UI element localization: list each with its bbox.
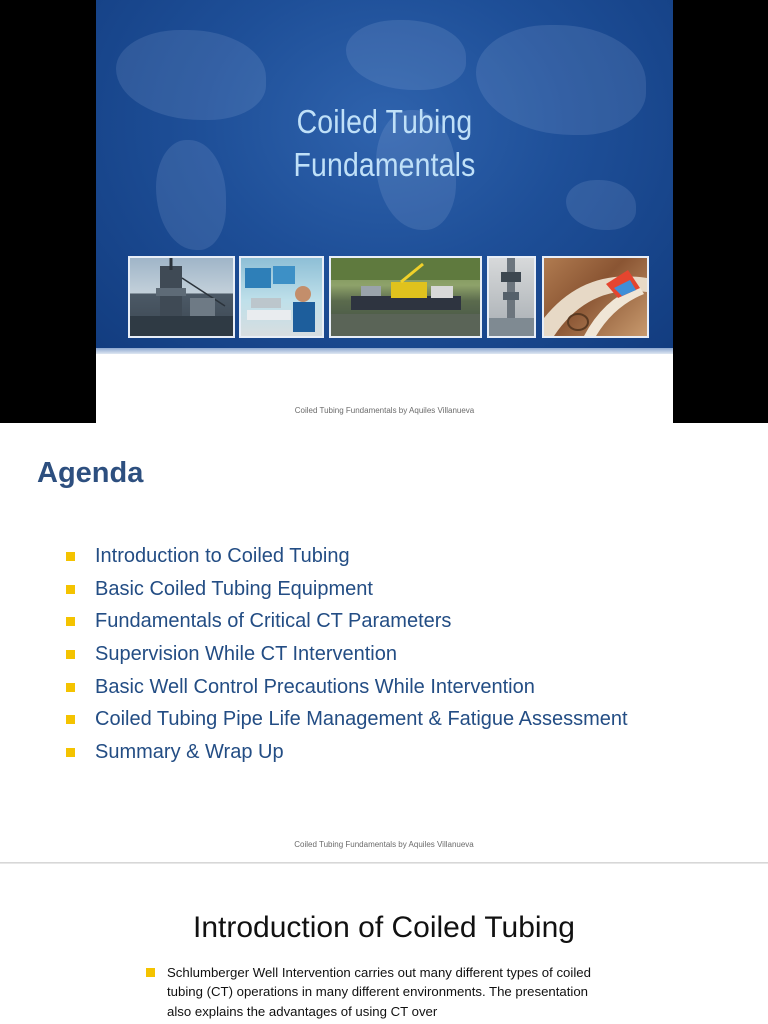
- agenda-item: [66, 605, 628, 638]
- bullet-icon: [66, 748, 75, 757]
- slide-divider: [0, 862, 768, 864]
- slide-3: [0, 865, 768, 1024]
- bullet-icon: [146, 968, 155, 977]
- agenda-item: [66, 540, 628, 573]
- slide-1: [0, 0, 768, 423]
- title-line-2: Fundamentals: [293, 146, 476, 183]
- agenda-item-text: Summary & Wrap Up: [95, 740, 284, 763]
- agenda-item-text: Supervision While CT Intervention: [95, 642, 397, 665]
- agenda-title: Agenda: [37, 457, 144, 489]
- agenda-item: [66, 638, 628, 671]
- agenda-item-text: Introduction to Coiled Tubing: [95, 544, 350, 567]
- intro-title: Introduction of Coiled Tubing: [193, 911, 575, 944]
- bullet-icon: [66, 552, 75, 561]
- agenda-item-text: Fundamentals of Critical CT Parameters: [95, 610, 452, 633]
- slide-title: [136, 100, 632, 186]
- drilling-rig-photo: [128, 256, 235, 338]
- agenda-item-text: Basic Coiled Tubing Equipment: [95, 577, 373, 600]
- control-room-photo: [239, 256, 324, 338]
- title-banner: [96, 0, 673, 354]
- agenda-item: [66, 703, 628, 736]
- intro-paragraph: Schlumberger Well Intervention carries out many different types of coiled tubing (CT) operations in many different environments. The presentation also explains the advantages of using CT over: [167, 965, 591, 1019]
- agenda-item: [66, 573, 628, 606]
- swamp-barge-photo: [329, 256, 482, 338]
- slide-footer: Coiled Tubing Fundamentals by Aquiles Villanueva: [294, 406, 475, 415]
- world-map-decoration: [566, 180, 636, 230]
- bullet-icon: [66, 650, 75, 659]
- agenda-item: [66, 671, 628, 704]
- slide-2: [0, 423, 768, 863]
- slide-footer: Coiled Tubing Fundamentals by Aquiles Villanueva: [294, 840, 474, 849]
- fatigue-analysis-photo: [542, 256, 649, 338]
- bullet-icon: [66, 715, 75, 724]
- bullet-icon: [66, 617, 75, 626]
- title-line-1: Coiled Tubing: [296, 103, 473, 140]
- wellhead-tool-photo: [487, 256, 536, 338]
- agenda-item: [66, 736, 628, 769]
- slide-1-canvas: [96, 0, 673, 423]
- banner-bottom-strip: [96, 348, 673, 354]
- agenda-item-text: Basic Well Control Precautions While Intervention: [95, 675, 535, 698]
- bullet-icon: [66, 585, 75, 594]
- agenda-list: [66, 540, 628, 769]
- bullet-icon: [66, 683, 75, 692]
- world-map-decoration: [346, 20, 466, 90]
- agenda-item-text: Coiled Tubing Pipe Life Management & Fatigue Assessment: [95, 708, 628, 731]
